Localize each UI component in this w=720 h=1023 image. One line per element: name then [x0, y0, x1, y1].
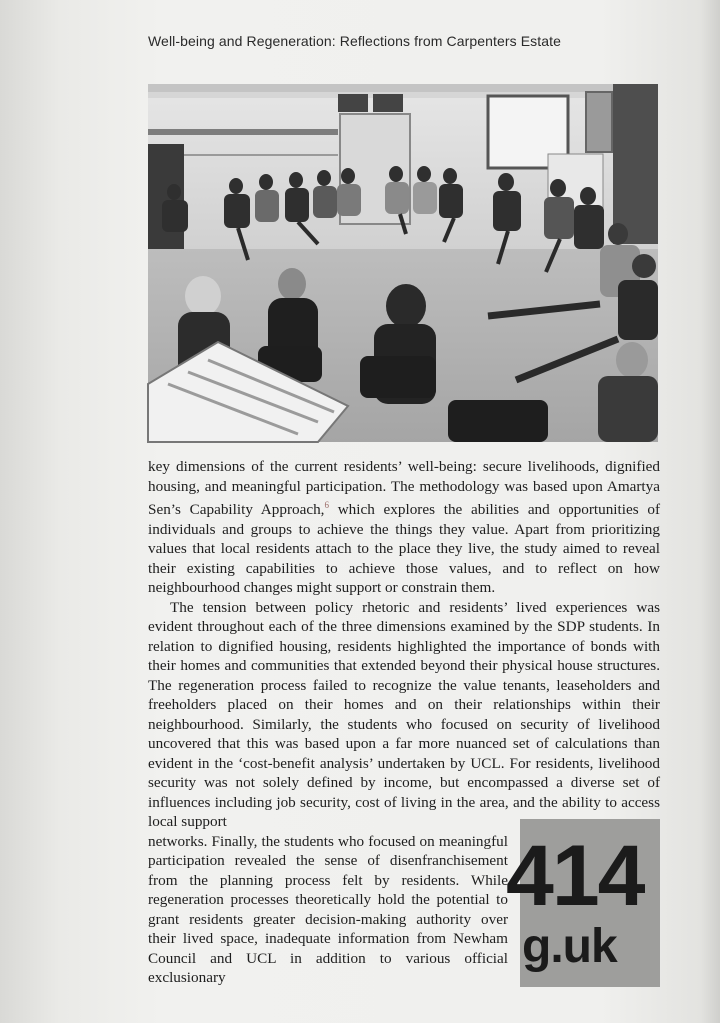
- paragraph-1-part-a: key dimensions of the current residents’ well-being: secure livelihoods, dignified housing, and meaningful participation. The methodology was based upon Amartya Sen’s Capability Approach,: [148, 458, 660, 519]
- poster-url: g.uk: [522, 920, 617, 973]
- footnote-ref[interactable]: 6: [324, 500, 329, 510]
- paragraph-2-continued: networks. Finally, the students who focused on meaningful participation revealed the sense of disenfranchisement from the planning process felt by residents. While regeneration processes theoretically hold the potential to grant residents greater decision-making authority over their lived space, inadequate information from Newham Council and UCL in addition to various official exclusionary: [148, 832, 508, 987]
- running-head: Well-being and Regeneration: Reflections from Carpenters Estate: [148, 33, 562, 49]
- poster-number: 414: [506, 828, 644, 924]
- paragraph-1-part-b: which explores the abilities and opportunities of individuals and groups to achieve the things they value. Apart from prioritizing values that local residents attach to the place they live, the study aimed to reveal their existing capabilities to achieve those values, and to reflect on how neighbourhood changes might support or constrain them.: [148, 501, 660, 597]
- community-meeting-photo: [148, 84, 658, 442]
- paragraph-1: [148, 457, 660, 598]
- poster-photo: [506, 819, 660, 987]
- paragraph-2: The tension between policy rhetoric and residents’ lived experiences was evident throughout each of the three dimensions examined by the SDP students. In relation to dignified housing, residents highlighted the importance of bonds with their homes and communities that extended beyond their physical house structures. The regeneration process failed to recognize the value tenants, leaseholders and freeholders placed on their homes and on their relationships within their neighbourhood. Similarly, the students who focused on security of livelihood uncovered that this was based upon a far more nuanced set of calculations than evident in the ‘cost-benefit analysis’ undertaken by UCL. For residents, livelihood security was not solely defined by income, but encompassed a diverse set of influences including job security, cost of living in the area, and the ability to access local support: [148, 598, 660, 831]
